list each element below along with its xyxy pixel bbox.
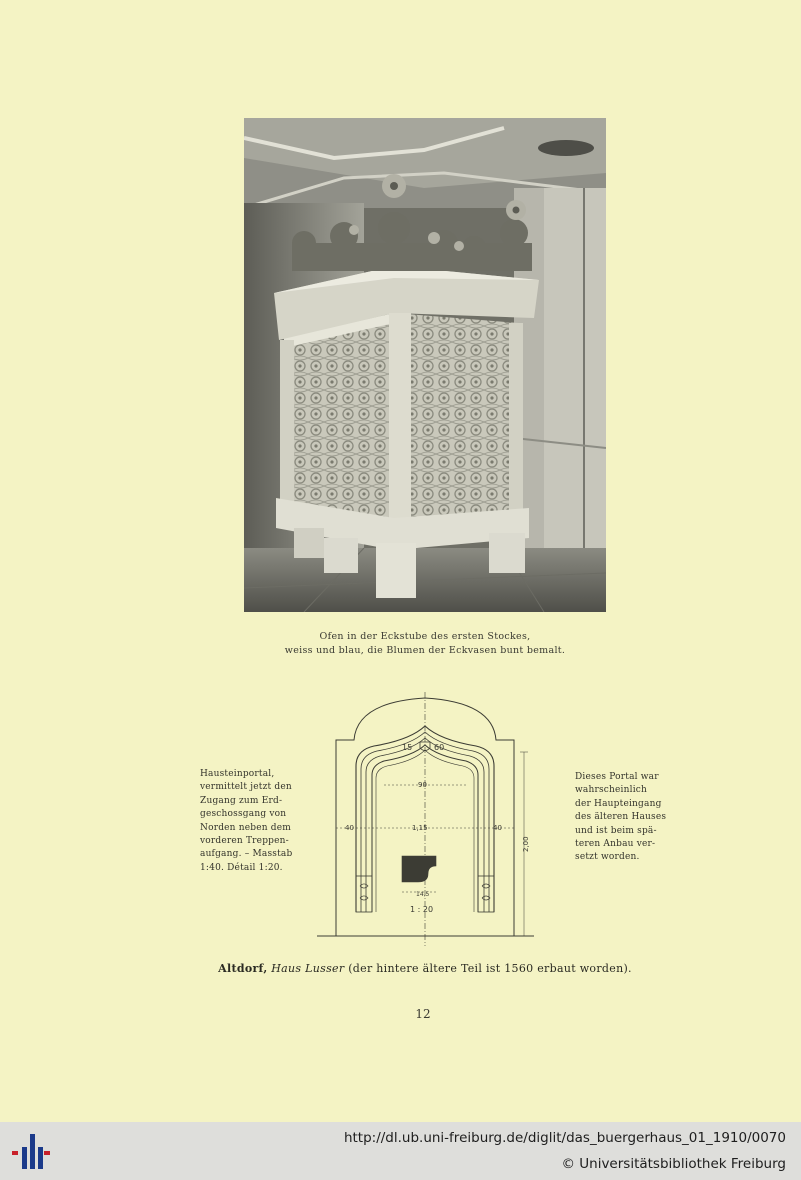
right-note-line: wahrscheinlich (575, 785, 648, 796)
portal-drawing (312, 690, 542, 948)
dim-height: 2,00 (522, 836, 530, 852)
right-note-line: setzt worden. (575, 852, 640, 863)
library-logo-icon[interactable] (10, 1132, 50, 1172)
left-note-line: vermittelt jetzt den (200, 782, 292, 793)
caption-rest: (der hintere ältere Teil ist 1560 erbaut worden). (348, 962, 632, 975)
left-note-line: Norden neben dem (200, 822, 292, 833)
caption-house: Haus Lusser (271, 962, 345, 975)
library-footer (0, 1122, 801, 1180)
stove-photo-image (244, 118, 606, 612)
dim-detail: 14,5 (416, 891, 430, 898)
right-note-line: des älteren Hauses (575, 812, 667, 823)
left-note-line: 1:40. Détail 1:20. (200, 862, 283, 873)
plate-caption (180, 962, 670, 975)
copyright-notice: © Universitätsbibliothek Freiburg (561, 1156, 786, 1172)
left-note (200, 768, 300, 875)
left-note-line: Hausteinportal, (200, 769, 275, 779)
left-note-line: Zugang zum Erd- (200, 795, 283, 806)
right-note-line: Dieses Portal war (575, 772, 659, 782)
dim-top-left: 15 (402, 743, 413, 752)
caption-place: Altdorf, (218, 962, 268, 975)
portal-elevation-svg (312, 690, 542, 948)
detail-scale: 1 : 20 (410, 905, 434, 914)
left-note-line: geschossgang von (200, 809, 287, 820)
photo-caption-line-1: Ofen in der Eckstube des ersten Stockes, (319, 631, 531, 642)
moulding-profile-detail (402, 856, 436, 882)
left-note-line: aufgang. – Masstab (200, 849, 293, 860)
dim-side-left: 40 (345, 824, 354, 832)
dim-width-inner: 90 (418, 781, 427, 789)
dim-side-right: 40 (493, 824, 502, 832)
right-note (575, 771, 670, 865)
right-note-line: teren Anbau ver- (575, 839, 656, 850)
right-note-line: der Haupteingang (575, 798, 662, 809)
dim-top-right: 60 (434, 743, 445, 752)
document-url-link[interactable]: http://dl.ub.uni-freiburg.de/diglit/das_buergerhaus_01_1910/0070 (343, 1130, 786, 1146)
page-number: 12 (415, 1007, 431, 1021)
dim-opening: 1,15 (412, 824, 428, 832)
right-note-line: und ist beim spä- (575, 825, 657, 836)
photo-caption-line-2: weiss und blau, die Blumen der Eckvasen bunt bemalt. (284, 645, 566, 656)
left-note-line: vorderen Treppen- (200, 836, 289, 847)
photo-caption (180, 630, 670, 658)
stove-photograph (244, 118, 606, 612)
